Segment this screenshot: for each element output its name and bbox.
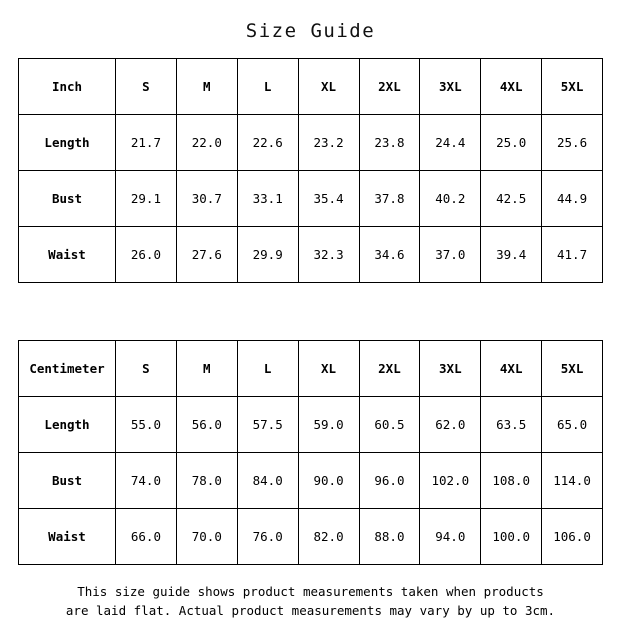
size-header-4xl: 4XL <box>481 59 542 115</box>
size-header-4xl: 4XL <box>481 341 542 397</box>
cell-cm-bust-xl: 90.0 <box>298 453 359 509</box>
size-header-3xl: 3XL <box>420 341 481 397</box>
table-row <box>19 453 603 509</box>
cell-cm-waist-3xl: 94.0 <box>420 509 481 565</box>
size-header-xl: XL <box>298 341 359 397</box>
row-label-length: Length <box>19 397 116 453</box>
table-row <box>19 171 603 227</box>
size-header-3xl: 3XL <box>420 59 481 115</box>
cell-inch-bust-l: 33.1 <box>237 171 298 227</box>
cell-inch-waist-5xl: 41.7 <box>542 227 603 283</box>
cell-cm-bust-5xl: 114.0 <box>542 453 603 509</box>
cell-inch-bust-s: 29.1 <box>116 171 177 227</box>
cell-inch-length-m: 22.0 <box>176 115 237 171</box>
centimeter-size-table <box>18 340 603 565</box>
cell-inch-bust-2xl: 37.8 <box>359 171 420 227</box>
cell-inch-bust-m: 30.7 <box>176 171 237 227</box>
table-row <box>19 227 603 283</box>
size-header-m: M <box>176 59 237 115</box>
cell-inch-length-3xl: 24.4 <box>420 115 481 171</box>
table-row <box>19 397 603 453</box>
size-header-s: S <box>116 59 177 115</box>
cell-cm-bust-s: 74.0 <box>116 453 177 509</box>
size-header-2xl: 2XL <box>359 341 420 397</box>
cell-cm-length-4xl: 63.5 <box>481 397 542 453</box>
cell-inch-length-5xl: 25.6 <box>542 115 603 171</box>
row-label-bust: Bust <box>19 171 116 227</box>
cell-cm-length-l: 57.5 <box>237 397 298 453</box>
cell-inch-waist-2xl: 34.6 <box>359 227 420 283</box>
cell-inch-waist-m: 27.6 <box>176 227 237 283</box>
size-header-l: L <box>237 341 298 397</box>
page-title: Size Guide <box>245 20 376 42</box>
size-header-l: L <box>237 59 298 115</box>
row-label-length: Length <box>19 115 116 171</box>
cell-inch-waist-s: 26.0 <box>116 227 177 283</box>
cell-cm-length-m: 56.0 <box>176 397 237 453</box>
inch-size-table <box>18 58 603 283</box>
cell-cm-length-2xl: 60.5 <box>359 397 420 453</box>
size-header-5xl: 5XL <box>542 59 603 115</box>
cell-cm-bust-l: 84.0 <box>237 453 298 509</box>
row-label-bust: Bust <box>19 453 116 509</box>
table-row <box>19 115 603 171</box>
table-header-row <box>19 59 603 115</box>
cell-inch-length-4xl: 25.0 <box>481 115 542 171</box>
cell-cm-waist-xl: 82.0 <box>298 509 359 565</box>
size-guide-footnote <box>0 565 621 620</box>
size-header-s: S <box>116 341 177 397</box>
size-header-2xl: 2XL <box>359 59 420 115</box>
cell-cm-bust-4xl: 108.0 <box>481 453 542 509</box>
cell-inch-bust-xl: 35.4 <box>298 171 359 227</box>
cell-cm-waist-5xl: 106.0 <box>542 509 603 565</box>
cell-inch-bust-5xl: 44.9 <box>542 171 603 227</box>
table-header-row <box>19 341 603 397</box>
row-label-waist: Waist <box>19 227 116 283</box>
cell-cm-length-s: 55.0 <box>116 397 177 453</box>
cell-inch-length-s: 21.7 <box>116 115 177 171</box>
footnote-line-2: are laid flat. Actual product measurements may vary by up to 3cm. <box>65 603 556 618</box>
size-header-m: M <box>176 341 237 397</box>
row-label-waist: Waist <box>19 509 116 565</box>
size-header-xl: XL <box>298 59 359 115</box>
cell-inch-bust-4xl: 42.5 <box>481 171 542 227</box>
size-header-5xl: 5XL <box>542 341 603 397</box>
cell-cm-bust-m: 78.0 <box>176 453 237 509</box>
footnote-line-1: This size guide shows product measurements taken when products <box>77 584 544 599</box>
unit-label-inch: Inch <box>19 59 116 115</box>
cell-inch-length-2xl: 23.8 <box>359 115 420 171</box>
cell-cm-waist-m: 70.0 <box>176 509 237 565</box>
cell-inch-length-l: 22.6 <box>237 115 298 171</box>
cell-inch-waist-4xl: 39.4 <box>481 227 542 283</box>
cell-inch-waist-xl: 32.3 <box>298 227 359 283</box>
cell-inch-length-xl: 23.2 <box>298 115 359 171</box>
cell-cm-waist-4xl: 100.0 <box>481 509 542 565</box>
cell-cm-length-xl: 59.0 <box>298 397 359 453</box>
cell-inch-bust-3xl: 40.2 <box>420 171 481 227</box>
table-row <box>19 509 603 565</box>
cell-inch-waist-l: 29.9 <box>237 227 298 283</box>
cell-cm-length-5xl: 65.0 <box>542 397 603 453</box>
cell-cm-waist-2xl: 88.0 <box>359 509 420 565</box>
unit-label-centimeter: Centimeter <box>19 341 116 397</box>
cell-cm-waist-l: 76.0 <box>237 509 298 565</box>
cell-inch-waist-3xl: 37.0 <box>420 227 481 283</box>
table-spacer <box>0 283 621 340</box>
cell-cm-bust-2xl: 96.0 <box>359 453 420 509</box>
cell-cm-length-3xl: 62.0 <box>420 397 481 453</box>
cell-cm-waist-s: 66.0 <box>116 509 177 565</box>
cell-cm-bust-3xl: 102.0 <box>420 453 481 509</box>
